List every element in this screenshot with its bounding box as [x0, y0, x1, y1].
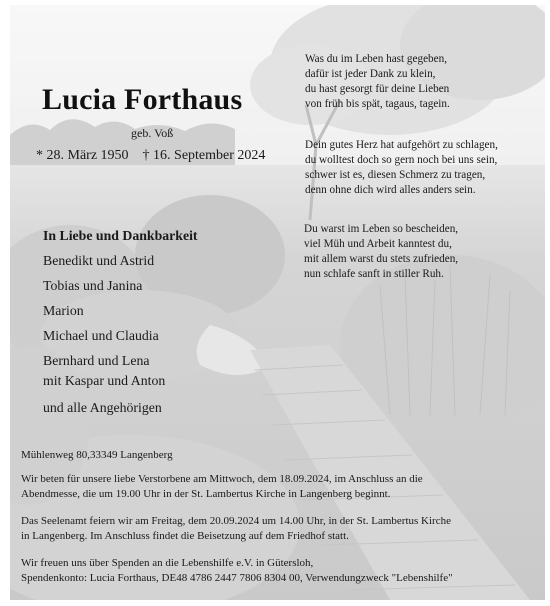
- address: Mühlenweg 80,33349 Langenberg: [21, 449, 173, 461]
- prayer-service-info: [21, 472, 423, 502]
- poem-stanza-1: [305, 52, 450, 112]
- donation-info: [21, 556, 453, 586]
- mourner-entry: Tobias und Janina: [43, 278, 143, 293]
- mourner-entry: Marion: [43, 303, 84, 318]
- poem-line: von früh bis spät, tagaus, tagein.: [305, 98, 450, 110]
- mourner-entry: Benedikt und Astrid: [43, 253, 155, 268]
- requiem-burial-info: [21, 514, 451, 544]
- paragraph-line: Spendenkonto: Lucia Forthaus, DE48 4786 2447 7806 8304 00, Verwendungzweck "Lebenshilfe": [21, 572, 453, 584]
- mourner-entry: und alle Angehörigen: [43, 400, 162, 415]
- mourners-heading: In Liebe und Dankbarkeit: [43, 228, 198, 243]
- poem-line: Was du im Leben hast gegeben,: [305, 53, 448, 65]
- paragraph-line: Wir beten für unsere liebe Verstorbene am Mittwoch, dem 18.09.2024, im Anschluss an die: [21, 473, 423, 485]
- poem-stanza-2: [305, 138, 498, 198]
- poem-stanza-3: [304, 222, 458, 282]
- mourner-entry: Michael und Claudia: [43, 328, 159, 343]
- mourner-entry: Bernhard und Lena: [43, 353, 150, 368]
- life-dates: * 28. März 1950 † 16. September 2024: [36, 148, 266, 163]
- poem-line: mit allem warst du stets zufrieden,: [304, 253, 459, 265]
- poem-line: schwer ist es, diesen Schmerz zu tragen,: [305, 169, 486, 181]
- mourner-entry: mit Kaspar und Anton: [43, 373, 166, 388]
- maiden-name: geb. Voß: [131, 126, 174, 140]
- poem-line: viel Müh und Arbeit kanntest du,: [304, 238, 452, 250]
- poem-line: Dein gutes Herz hat aufgehört zu schlagen,: [305, 139, 498, 151]
- paragraph-line: in Langenberg. Im Anschluss findet die Beisetzung auf dem Friedhof statt.: [21, 530, 349, 542]
- paragraph-line: Das Seelenamt feiern wir am Freitag, dem 20.09.2024 um 14.00 Uhr, in der St. Lambertus Kirche: [21, 515, 451, 527]
- paragraph-line: Abendmesse, die um 19.00 Uhr in der St. Lambertus Kirche in Langenberg beginnt.: [21, 488, 391, 500]
- paragraph-line: Wir freuen uns über Spenden an die Lebenshilfe e.V. in Gütersloh,: [21, 557, 314, 569]
- deceased-name: Lucia Forthaus: [42, 83, 243, 116]
- poem-line: dafür ist jeder Dank zu klein,: [305, 68, 436, 80]
- poem-line: nun schlafe sanft in stiller Ruh.: [304, 268, 444, 280]
- poem-line: Du warst im Leben so bescheiden,: [304, 223, 459, 235]
- poem-line: denn ohne dich wird alles anders sein.: [305, 184, 476, 196]
- poem-line: du hast gesorgt für deine Lieben: [305, 83, 450, 95]
- poem-line: du wolltest doch so gern noch bei uns sein,: [305, 154, 498, 166]
